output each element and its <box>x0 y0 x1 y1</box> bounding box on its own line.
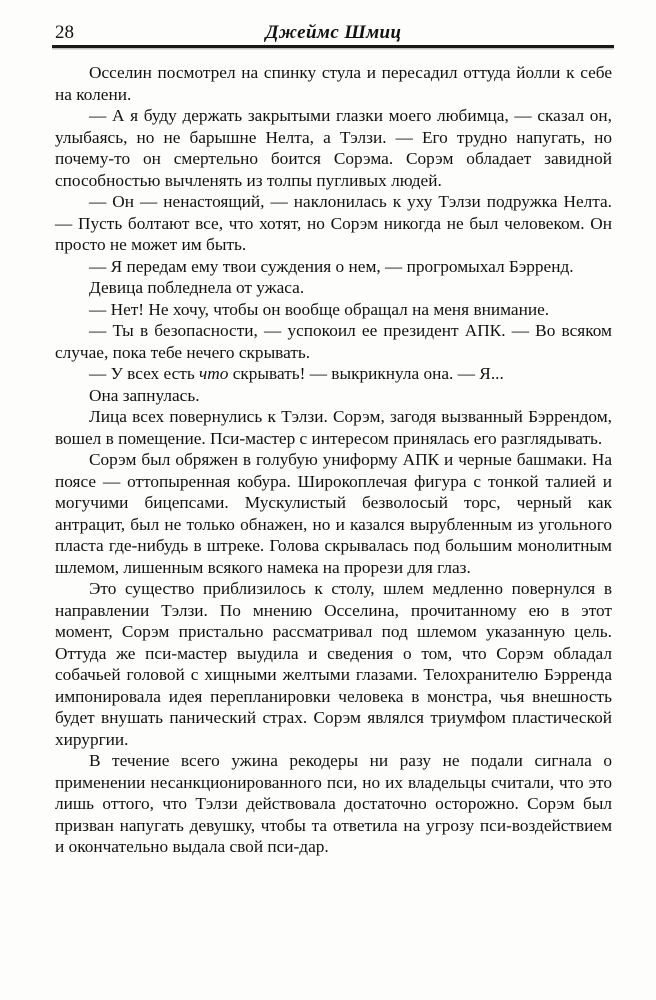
text-segment: В течение всего ужина рекодеры ни разу не подали сигнала о применении несанкционированного пси, но их владельцы считали, что это лишь оттого, что Тэлзи действовала достаточно осторожно. Сорэм был призван напугать девушку, чтобы та ответила на угрозу пси-воздействием и окончательно выдала свой пси-дар. <box>55 751 612 856</box>
text-segment: — А я буду держать закрытыми глазки моего любимца, — сказал он, улыбаясь, но не барышне Нелта, а Тэлзи. — Его трудно напугать, но почему-то он смертельно боится Сорэма. Сорэм обладает завидной способностью вычленять из толпы пугливых людей. <box>55 106 612 190</box>
paragraph <box>55 750 612 858</box>
text-segment: — Я передам ему твои суждения о нем, — прогромыхал Бэрренд. <box>89 256 574 276</box>
text-segment: — Он — ненастоящий, — наклонилась к уху Тэлзи подружка Нелта. — Пусть болтают все, что хотят, но Сорэм никогда не был человеком. Он просто не может им быть. <box>55 192 612 254</box>
text-segment: скрывать! — выкрикнула она. — Я... <box>228 364 504 383</box>
page-number: 28 <box>55 22 74 43</box>
text-segment: — Ты в безопасности, — успокоил ее президент АПК. — Во всяком случае, пока тебе нечего скрывать. <box>55 321 612 362</box>
paragraph <box>55 62 612 105</box>
paragraph <box>55 299 612 321</box>
text-segment: Девица побледнела от ужаса. <box>89 278 305 297</box>
text-segment: Это существо приблизилось к столу, шлем медленно повернулся в направлении Тэлзи. По мнению Осселина, прочитанному ею в этот момент, Сорэм пристально рассматривал под шлемом указанную цель. Оттуда же пси-мастер выудила и сведения о том, что Сорэм обладал собачьей головой с хищными желтыми глазами. Телохранителю Бэрренда импонировала идея перепланировки человека в монстра, чья внешность будет внушать панический страх. Сорэм являлся триумфом пластической хирургии. <box>55 579 612 749</box>
text-segment: — У всех есть <box>89 364 200 383</box>
page-header <box>55 22 612 44</box>
paragraph <box>55 277 612 299</box>
text-segment: Осселин посмотрел на спинку стула и пересадил оттуда йолли к себе на колени. <box>55 63 612 104</box>
text-segment: — Нет! Не хочу, чтобы он вообще обращал на меня внимание. <box>89 299 550 319</box>
emphasized-text: что <box>199 364 229 383</box>
paragraph <box>55 256 612 278</box>
paragraph <box>55 191 612 256</box>
paragraph <box>55 320 612 363</box>
header-rule <box>52 45 614 48</box>
text-segment: Сорэм был обряжен в голубую униформу АПК и черные башмаки. На поясе — оттопыренная кобура. Широкоплечая фигура с тонкой талией и могучими бицепсами. Мускулистый безволосый торс, черный как антрацит, был не только обнажен, но и казался вырубленным из угольного пласта где-нибудь в штреке. Голова скрывалась под большим монолитным шлемом, лишенным всякого намека на прорези для глаз. <box>55 450 612 577</box>
paragraph <box>55 385 612 407</box>
paragraph <box>55 449 612 578</box>
paragraph <box>55 363 612 385</box>
paragraph <box>55 105 612 191</box>
running-title: Джеймс Шмиц <box>265 22 402 43</box>
paragraph <box>55 578 612 750</box>
text-segment: Она запнулась. <box>89 385 200 405</box>
text-segment: Лица всех повернулись к Тэлзи. Сорэм, загодя вызванный Бэррендом, вошел в помещение. Пси-мастер с интересом принялась его разглядывать. <box>55 407 612 448</box>
paragraph <box>55 406 612 449</box>
text-block <box>55 62 612 858</box>
